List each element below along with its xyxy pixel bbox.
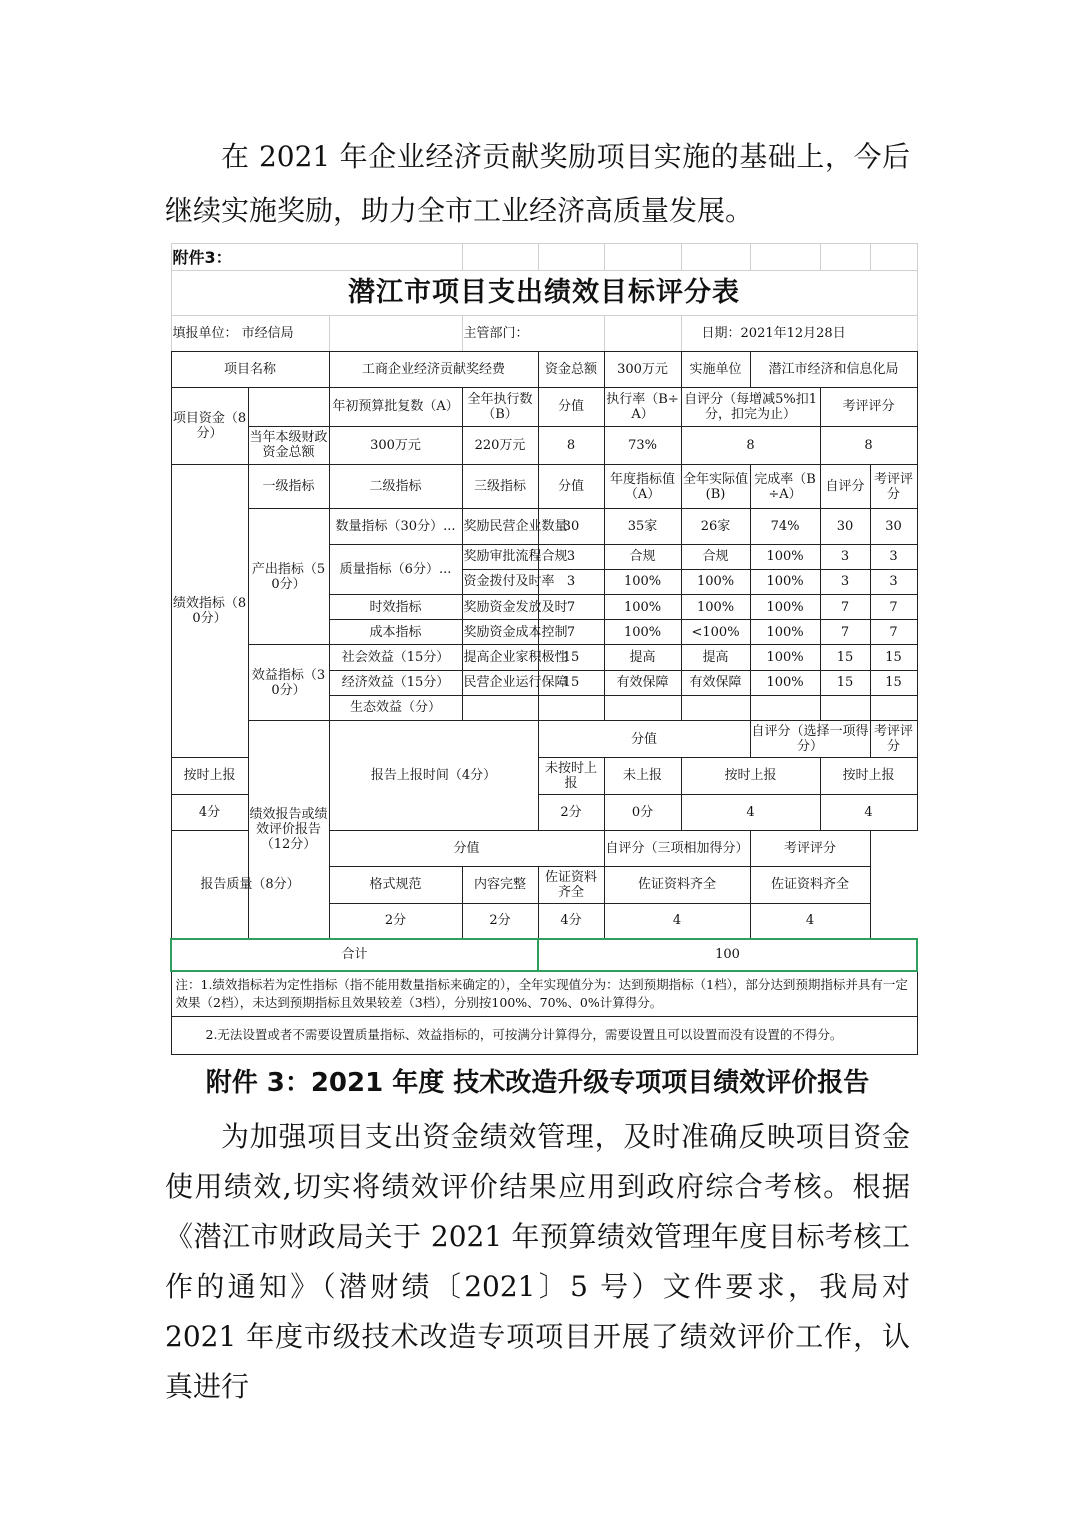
indicator-l3: 奖励资金成本控制 bbox=[462, 620, 538, 645]
indicator-l2: 时效指标 bbox=[329, 594, 462, 619]
perf-hdr-score: 分值 bbox=[538, 464, 604, 508]
funds-rate: 73% bbox=[604, 426, 681, 464]
indicator-actual: 26家 bbox=[681, 509, 750, 544]
funds-header-row bbox=[171, 388, 917, 426]
funds-hdr-exec: 全年执行数（B） bbox=[462, 388, 538, 426]
indicator-score: 15 bbox=[538, 670, 604, 695]
impl-unit-label: 实施单位 bbox=[681, 351, 750, 387]
perf-hdr-rate: 完成率（B÷A） bbox=[750, 464, 820, 508]
report-quality-self-score: 4 bbox=[604, 903, 750, 939]
table-title: 潜江市项目支出绩效目标评分表 bbox=[171, 271, 917, 315]
report-quality-opt1: 格式规范 bbox=[329, 867, 462, 903]
indicator-l3: 奖励民营企业数量 bbox=[462, 509, 538, 544]
indicator-self: 30 bbox=[820, 509, 870, 544]
indicator-rate bbox=[750, 695, 820, 720]
indicator-score: 30 bbox=[538, 509, 604, 544]
indicator-l2: 成本指标 bbox=[329, 620, 462, 645]
report-quality-opt2: 内容完整 bbox=[462, 867, 538, 903]
indicator-score: 15 bbox=[538, 645, 604, 670]
report-time-s3: 0分 bbox=[604, 794, 681, 830]
funds-hdr-self: 自评分（每增减5%扣1分，扣完为止） bbox=[681, 388, 820, 426]
report-time-self-value: 按时上报 bbox=[681, 758, 820, 794]
perf-hdr-self: 自评分 bbox=[820, 464, 870, 508]
funds-hdr-rate: 执行率（B÷A） bbox=[604, 388, 681, 426]
funds-self: 8 bbox=[681, 426, 820, 464]
attachment-label: 附件3： bbox=[171, 244, 462, 271]
indicator-self: 3 bbox=[820, 569, 870, 594]
funds-hdr-score: 分值 bbox=[538, 388, 604, 426]
indicator-l3: 奖励资金发放及时 bbox=[462, 594, 538, 619]
indicator-rate: 100% bbox=[750, 620, 820, 645]
report-time-score-label: 分值 bbox=[538, 720, 750, 757]
report-quality-eval-score: 4 bbox=[750, 903, 870, 939]
indicator-l2: 质量指标（6分）... bbox=[329, 544, 462, 594]
indicator-target: 提高 bbox=[604, 645, 681, 670]
report-time-opt1: 按时上报 bbox=[171, 758, 248, 794]
indicator-eval: 15 bbox=[870, 645, 917, 670]
dept-label: 主管部门： bbox=[462, 315, 604, 351]
indicator-self: 3 bbox=[820, 544, 870, 569]
indicator-target: 有效保障 bbox=[604, 670, 681, 695]
funds-exec: 220万元 bbox=[462, 426, 538, 464]
intro-paragraph: 在 2021 年企业经济贡献奖励项目实施的基础上，今后继续实施奖励，助力全市工业经济高质量发展。 bbox=[165, 140, 910, 227]
note-1: 注：1.绩效指标若为定性指标（指不能用数量指标来确定的），全年实现值分为：达到预期指标（1档），部分达到预期指标并具有一定效果（2档），未达到预期指标且效果较差（3档），分别按100%、70%、0%计算得分。 bbox=[171, 971, 917, 1016]
report-time-opt2: 未按时上报 bbox=[538, 758, 604, 794]
indicator-l3 bbox=[462, 695, 538, 720]
report-time-s1: 4分 bbox=[171, 794, 248, 830]
indicator-eval: 30 bbox=[870, 509, 917, 544]
report-quality-self-value: 佐证资料齐全 bbox=[604, 867, 750, 903]
perf-hdr-eval: 考评评分 bbox=[870, 464, 917, 508]
fund-total-label: 资金总额 bbox=[538, 351, 604, 387]
indicator-actual: 有效保障 bbox=[681, 670, 750, 695]
indicator-l2: 经济效益（15分） bbox=[329, 670, 462, 695]
indicator-target: 100% bbox=[604, 569, 681, 594]
report-paragraph: 为加强项目支出资金绩效管理，及时准确反映项目资金使用绩效,切实将绩效评价结果应用到政府综合考核。根据《潜江市财政局关于 2021 年预算绩效管理年度目标考核工作的通知》（潜财绩〔2021〕5 号）文件要求，我局对 2021 年度市级技术改造专项项目开展了绩效评价工作，认真进行 bbox=[165, 1120, 910, 1403]
fund-total-value: 300万元 bbox=[604, 351, 681, 387]
note-2: 2.无法设置或者不需要设置质量指标、效益指标的，可按满分计算得分，需要设置且可以设置而没有设置的不得分。 bbox=[171, 1016, 917, 1054]
total-label: 合计 bbox=[171, 939, 538, 970]
report-quality-s2: 2分 bbox=[462, 903, 538, 939]
report-quality-eval-value: 佐证资料齐全 bbox=[750, 867, 870, 903]
header-info-row bbox=[171, 315, 917, 351]
report-time-label: 报告上报时间（4分） bbox=[329, 720, 538, 830]
report-quality-s3: 4分 bbox=[538, 903, 604, 939]
funds-budget: 300万元 bbox=[329, 426, 462, 464]
project-name-label: 项目名称 bbox=[171, 351, 329, 387]
fill-unit-value: 市经信局 bbox=[241, 325, 294, 341]
report-section-label: 绩效报告或绩效评价报告（12分） bbox=[248, 720, 329, 939]
perf-section-label: 绩效指标（80分） bbox=[171, 464, 248, 757]
table-row bbox=[171, 645, 917, 670]
indicator-rate: 100% bbox=[750, 670, 820, 695]
perf-hdr-target: 年度指标值（A） bbox=[604, 464, 681, 508]
report-time-opt3: 未上报 bbox=[604, 758, 681, 794]
indicator-actual: 100% bbox=[681, 594, 750, 619]
indicator-target bbox=[604, 695, 681, 720]
indicator-rate: 100% bbox=[750, 645, 820, 670]
report-quality-opt3: 佐证资料齐全 bbox=[538, 867, 604, 903]
perf-hdr-actual: 全年实际值(B) bbox=[681, 464, 750, 508]
indicator-l2: 数量指标（30分）... bbox=[329, 509, 462, 544]
report-time-header-row bbox=[171, 720, 917, 757]
funds-value-row bbox=[171, 426, 917, 464]
report-time-s2: 2分 bbox=[538, 794, 604, 830]
table-row bbox=[171, 509, 917, 544]
report-heading: 附件 3：2021 年度 技术改造升级专项项目绩效评价报告 bbox=[205, 1068, 870, 1098]
indicator-l3: 提高企业家积极性 bbox=[462, 645, 538, 670]
indicator-l3: 民营企业运行保障 bbox=[462, 670, 538, 695]
project-name-value: 工商企业经济贡献奖经费 bbox=[329, 351, 538, 387]
report-time-self-score: 4 bbox=[681, 794, 820, 830]
indicator-self: 7 bbox=[820, 594, 870, 619]
total-row bbox=[171, 939, 917, 970]
perf-hdr-l3: 三级指标 bbox=[462, 464, 538, 508]
indicator-target: 35家 bbox=[604, 509, 681, 544]
report-time-eval-score: 4 bbox=[820, 794, 917, 830]
funds-score: 8 bbox=[538, 426, 604, 464]
indicator-score bbox=[538, 695, 604, 720]
indicator-target: 100% bbox=[604, 620, 681, 645]
indicator-actual: 合规 bbox=[681, 544, 750, 569]
indicator-eval: 7 bbox=[870, 594, 917, 619]
attachment-row bbox=[171, 244, 917, 271]
output-indicator-label: 产出指标（50分） bbox=[248, 509, 329, 645]
indicator-eval: 7 bbox=[870, 620, 917, 645]
indicator-l3: 资金拨付及时率 bbox=[462, 569, 538, 594]
indicator-rate: 100% bbox=[750, 594, 820, 619]
indicator-eval bbox=[870, 695, 917, 720]
project-row bbox=[171, 351, 917, 387]
indicator-eval: 15 bbox=[870, 670, 917, 695]
indicator-rate: 74% bbox=[750, 509, 820, 544]
report-quality-score-label: 分值 bbox=[329, 830, 604, 866]
indicator-self: 15 bbox=[820, 645, 870, 670]
report-quality-eval-label: 考评评分 bbox=[750, 830, 870, 866]
indicator-l2: 社会效益（15分） bbox=[329, 645, 462, 670]
indicator-rate: 100% bbox=[750, 544, 820, 569]
indicator-target: 100% bbox=[604, 594, 681, 619]
report-quality-s1: 2分 bbox=[329, 903, 462, 939]
indicator-eval: 3 bbox=[870, 544, 917, 569]
perf-header-row bbox=[171, 464, 917, 508]
indicator-target: 合规 bbox=[604, 544, 681, 569]
indicator-actual: <100% bbox=[681, 620, 750, 645]
funds-hdr-eval: 考评评分 bbox=[820, 388, 917, 426]
score-table-sheet bbox=[170, 243, 916, 1055]
indicator-score: 7 bbox=[538, 620, 604, 645]
indicator-score: 3 bbox=[538, 569, 604, 594]
indicator-l3: 奖励审批流程合规 bbox=[462, 544, 538, 569]
date-label: 日期：2021年12月28日 bbox=[681, 315, 917, 351]
indicator-actual: 100% bbox=[681, 569, 750, 594]
indicator-self: 15 bbox=[820, 670, 870, 695]
report-time-eval-value: 按时上报 bbox=[820, 758, 917, 794]
report-time-self-label: 自评分（选择一项得分） bbox=[750, 720, 870, 757]
score-table bbox=[170, 243, 918, 1055]
indicator-score: 7 bbox=[538, 594, 604, 619]
indicator-score: 3 bbox=[538, 544, 604, 569]
indicator-eval: 3 bbox=[870, 569, 917, 594]
indicator-actual: 提高 bbox=[681, 645, 750, 670]
perf-hdr-l2: 二级指标 bbox=[329, 464, 462, 508]
report-time-eval-label: 考评评分 bbox=[870, 720, 917, 757]
fill-unit-label: 填报单位： bbox=[172, 325, 238, 341]
perf-hdr-l1: 一级指标 bbox=[248, 464, 329, 508]
indicator-self bbox=[820, 695, 870, 720]
indicator-self: 7 bbox=[820, 620, 870, 645]
impl-unit-value: 潜江市经济和信息化局 bbox=[750, 351, 917, 387]
funds-row-label: 当年本级财政资金总额 bbox=[248, 426, 329, 464]
funds-hdr-budget: 年初预算批复数（A） bbox=[329, 388, 462, 426]
report-quality-self-label: 自评分（三项相加得分） bbox=[604, 830, 750, 866]
indicator-l2: 生态效益（分） bbox=[329, 695, 462, 720]
total-value: 100 bbox=[538, 939, 917, 970]
indicator-rate: 100% bbox=[750, 569, 820, 594]
funds-section-label: 项目资金（8分） bbox=[171, 388, 248, 465]
report-quality-label: 报告质量（8分） bbox=[171, 830, 329, 939]
funds-eval: 8 bbox=[820, 426, 917, 464]
benefit-indicator-label: 效益指标（30分） bbox=[248, 645, 329, 721]
indicator-actual bbox=[681, 695, 750, 720]
